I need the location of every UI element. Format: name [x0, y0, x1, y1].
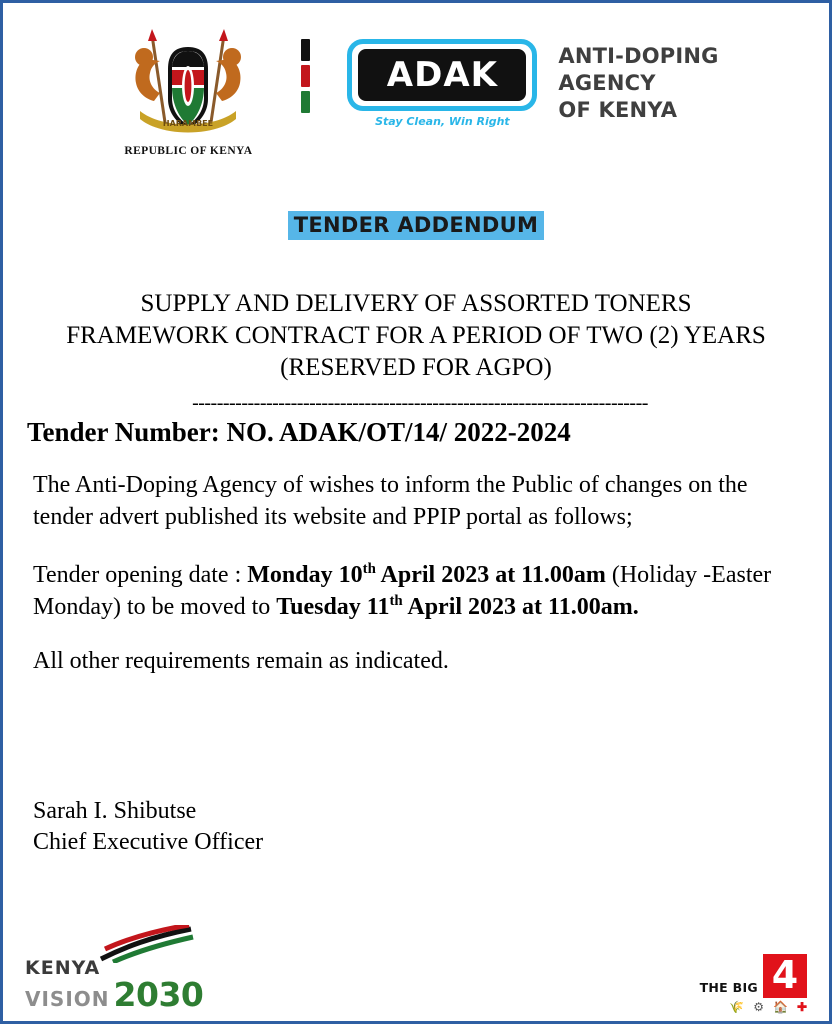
- signature-block: [33, 796, 829, 858]
- coat-of-arms-caption: REPUBLIC OF KENYA: [124, 145, 253, 157]
- adak-badge-logo: [344, 39, 540, 128]
- document-header: [3, 3, 829, 157]
- new-date-year-time: 2023 at 11.00am.: [468, 593, 639, 620]
- vision-kenya-text: KENYA: [25, 957, 101, 979]
- new-date-text: Tuesday 11: [276, 593, 390, 620]
- signatory-name: Sarah I. Shibutse: [33, 797, 197, 824]
- adak-logo-block: [344, 39, 718, 128]
- big-four-agenda-logo: [689, 954, 807, 1013]
- opening-date-paragraph: [33, 560, 799, 624]
- new-date-ordinal: th: [389, 592, 403, 609]
- coat-of-arms-icon: [122, 25, 254, 143]
- signatory-title: Chief Executive Officer: [33, 828, 264, 855]
- adak-agency-name: [558, 43, 718, 124]
- tender-subject-line-1: SUPPLY AND DELIVERY OF ASSORTED TONERS: [140, 290, 692, 317]
- addendum-title-row: [3, 211, 829, 240]
- old-date-time: April 2023 at 11.00am: [375, 561, 606, 588]
- vision2030-swoosh-icon: [99, 925, 195, 963]
- tender-subject-line-2: FRAMEWORK CONTRACT FOR A PERIOD OF TWO (2) YEARS: [66, 322, 766, 349]
- adak-wordmark: ADAK: [386, 55, 498, 95]
- adak-name-line-3: OF KENYA: [558, 97, 678, 122]
- tender-subject: [3, 288, 829, 384]
- new-date-month: April: [402, 593, 463, 620]
- housing-icon: 🏠: [772, 1000, 788, 1014]
- vision-year-text: 2030: [113, 975, 204, 1014]
- coat-of-arms-block: [113, 25, 263, 157]
- divider-line: --------------------------------------------------------------------------: [192, 392, 648, 414]
- old-date-text: Monday 10: [247, 561, 363, 588]
- food-security-icon: 🌾: [729, 1000, 745, 1014]
- health-icon: ✚: [796, 1000, 807, 1014]
- adak-tagline: Stay Clean, Win Right: [375, 115, 510, 128]
- document-footer: [3, 923, 829, 1015]
- kenya-vision-2030-logo: [25, 957, 215, 1014]
- vision-word-text: VISION: [25, 987, 110, 1011]
- big-four-number: 4: [763, 954, 807, 998]
- tender-number: Tender Number: NO. ADAK/OT/14/ 2022-2024: [27, 417, 571, 447]
- adak-name-line-1: ANTI-DOPING: [558, 44, 719, 69]
- manufacturing-icon: ⚙: [753, 1000, 764, 1014]
- big-four-pillar-icons: [689, 1001, 807, 1013]
- opening-date-middle: (Holiday -Easter Monday) to be moved to: [33, 561, 772, 620]
- tender-subject-line-3: (RESERVED FOR AGPO): [280, 354, 552, 381]
- kenya-flag-bars-icon: [301, 39, 310, 113]
- adak-name-line-2: AGENCY: [558, 71, 656, 96]
- old-date-ordinal: th: [362, 560, 376, 577]
- opening-date-prefix: Tender opening date :: [33, 561, 248, 588]
- old-opening-date: [247, 562, 606, 588]
- addendum-badge: TENDER ADDENDUM: [288, 211, 544, 240]
- svg-text:HARAMBEE: HARAMBEE: [163, 119, 214, 128]
- closing-note: All other requirements remain as indicated.: [33, 647, 449, 674]
- new-opening-date: [276, 594, 638, 620]
- big-four-label: THE BIG: [699, 980, 758, 995]
- intro-paragraph: The Anti-Doping Agency of wishes to inform the Public of changes on the tender advert published its website and PPIP portal as follows;: [33, 472, 748, 530]
